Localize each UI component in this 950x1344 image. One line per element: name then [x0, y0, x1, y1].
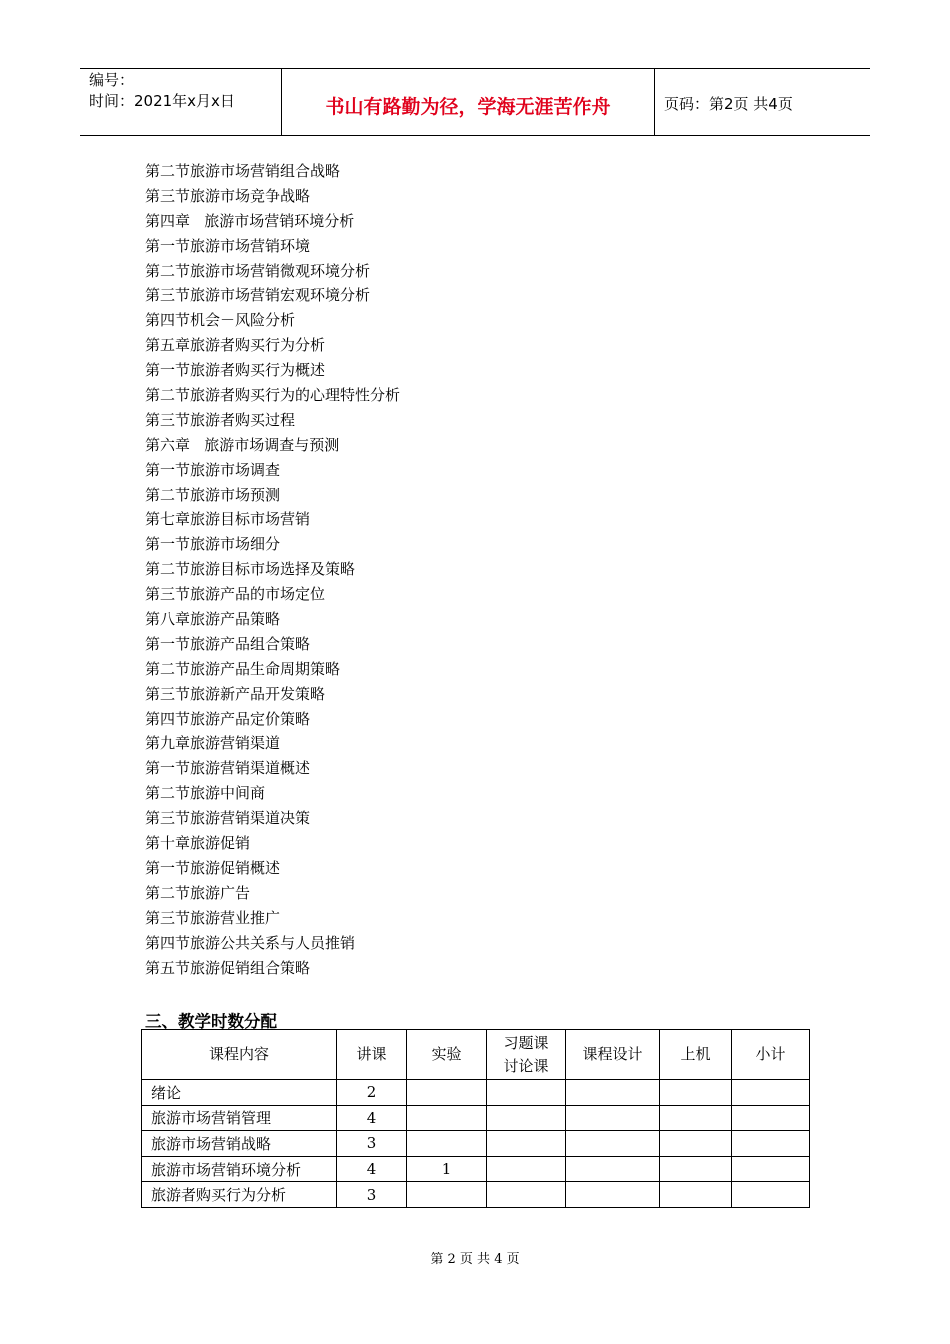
hours-cell [732, 1105, 810, 1131]
hours-cell [566, 1080, 660, 1106]
header-bottom-rule [80, 135, 870, 136]
hours-cell [407, 1080, 487, 1106]
hours-cell [732, 1131, 810, 1157]
hours-cell [487, 1131, 566, 1157]
document-date: 时间：2021年x月x日 [89, 92, 235, 110]
teaching-hours-table [141, 1029, 810, 1208]
toc-entry: 第一节旅游者购买行为概述 [145, 361, 326, 380]
toc-entry: 第八章旅游产品策略 [145, 610, 281, 629]
toc-entry: 第二节旅游市场营销组合战略 [145, 162, 341, 180]
toc-entry: 第四章 旅游市场营销环境分析 [145, 211, 355, 230]
hours-cell [660, 1105, 732, 1131]
toc-entry: 第五节旅游促销组合策略 [145, 958, 311, 977]
toc-entry: 第一节旅游营销渠道概述 [145, 759, 311, 778]
course-content-cell: 绪论 [142, 1080, 337, 1106]
toc-entry: 第四节旅游产品定价策略 [145, 709, 311, 728]
header-divider-right [654, 68, 655, 135]
header-meta [89, 70, 235, 112]
toc-entry: 第六章 旅游市场调查与预测 [145, 435, 340, 454]
table-row [142, 1080, 810, 1106]
toc-entry: 第二节旅游广告 [145, 883, 251, 902]
table-row [142, 1182, 810, 1208]
toc-entry: 第四节旅游公共关系与人员推销 [145, 933, 356, 952]
column-header: 课程内容 [142, 1030, 337, 1080]
hours-cell [566, 1182, 660, 1208]
toc-entry: 第五章旅游者购买行为分析 [145, 336, 326, 355]
toc-entry: 第三节旅游营销渠道决策 [145, 809, 311, 828]
column-header: 课程设计 [566, 1030, 660, 1080]
hours-cell [732, 1080, 810, 1106]
toc-entry: 第三节旅游市场营销宏观环境分析 [145, 286, 371, 305]
table-header-row [142, 1030, 810, 1080]
hours-cell [566, 1131, 660, 1157]
toc-entry: 第二节旅游产品生命周期策略 [145, 659, 341, 678]
hours-cell: 4 [337, 1156, 407, 1182]
hours-cell: 4 [337, 1105, 407, 1131]
course-content-cell: 旅游市场营销环境分析 [142, 1156, 337, 1182]
hours-cell [660, 1156, 732, 1182]
header-top-rule [80, 68, 870, 69]
toc-entry: 第一节旅游市场营销环境 [145, 236, 311, 255]
toc-entry: 第三节旅游者购买过程 [145, 410, 296, 429]
hours-cell [566, 1156, 660, 1182]
hours-cell [407, 1105, 487, 1131]
table-row [142, 1131, 810, 1157]
toc-entry: 第三节旅游产品的市场定位 [145, 585, 326, 604]
toc-entry: 第二节旅游市场营销微观环境分析 [145, 261, 371, 280]
toc-entry: 第十章旅游促销 [145, 834, 251, 853]
column-header: 上机 [660, 1030, 732, 1080]
hours-cell [660, 1131, 732, 1157]
hours-cell [487, 1080, 566, 1106]
toc-entry: 第二节旅游市场预测 [145, 485, 281, 504]
toc-entry: 第一节旅游促销概述 [145, 858, 281, 877]
hours-cell [732, 1156, 810, 1182]
toc-entry: 第二节旅游者购买行为的心理特性分析 [145, 386, 401, 405]
hours-cell [732, 1182, 810, 1208]
toc-entry: 第二节旅游中间商 [145, 784, 266, 803]
toc-entry: 第二节旅游目标市场选择及策略 [145, 560, 356, 579]
hours-cell [487, 1105, 566, 1131]
hours-cell [487, 1156, 566, 1182]
toc-entry: 第三节旅游营业推广 [145, 908, 281, 927]
toc-entry: 第四节机会－风险分析 [145, 311, 296, 330]
hours-cell [660, 1182, 732, 1208]
document-number-label: 编号： [89, 71, 135, 89]
toc-entry: 第七章旅游目标市场营销 [145, 510, 311, 529]
section-title: 三、教学时数分配 [145, 1012, 277, 1031]
column-header: 习题课 讨论课 [487, 1030, 566, 1080]
column-header: 讲课 [337, 1030, 407, 1080]
table-of-contents [145, 159, 400, 980]
toc-entry: 第九章旅游营销渠道 [145, 734, 281, 753]
toc-entry: 第一节旅游产品组合策略 [145, 634, 311, 653]
hours-cell [407, 1182, 487, 1208]
hours-cell: 1 [407, 1156, 487, 1182]
column-header: 小计 [732, 1030, 810, 1080]
hours-cell [407, 1131, 487, 1157]
toc-entry: 第一节旅游市场调查 [145, 460, 281, 479]
page-footer: 第 2 页 共 4 页 [430, 1252, 520, 1267]
hours-cell: 2 [337, 1080, 407, 1106]
hours-cell: 3 [337, 1131, 407, 1157]
toc-entry: 第一节旅游市场细分 [145, 535, 281, 554]
table-row [142, 1105, 810, 1131]
column-header: 实验 [407, 1030, 487, 1080]
table-row [142, 1156, 810, 1182]
header-motto: 书山有路勤为径，学海无涯苦作舟 [325, 96, 611, 118]
hours-cell: 3 [337, 1182, 407, 1208]
header-page-info: 页码：第2页 共4页 [664, 95, 793, 113]
toc-entry: 第三节旅游新产品开发策略 [145, 684, 326, 703]
hours-cell [566, 1105, 660, 1131]
toc-entry: 第三节旅游市场竞争战略 [145, 186, 311, 205]
hours-cell [487, 1182, 566, 1208]
course-content-cell: 旅游者购买行为分析 [142, 1182, 337, 1208]
course-content-cell: 旅游市场营销战略 [142, 1131, 337, 1157]
hours-cell [660, 1080, 732, 1106]
course-content-cell: 旅游市场营销管理 [142, 1105, 337, 1131]
